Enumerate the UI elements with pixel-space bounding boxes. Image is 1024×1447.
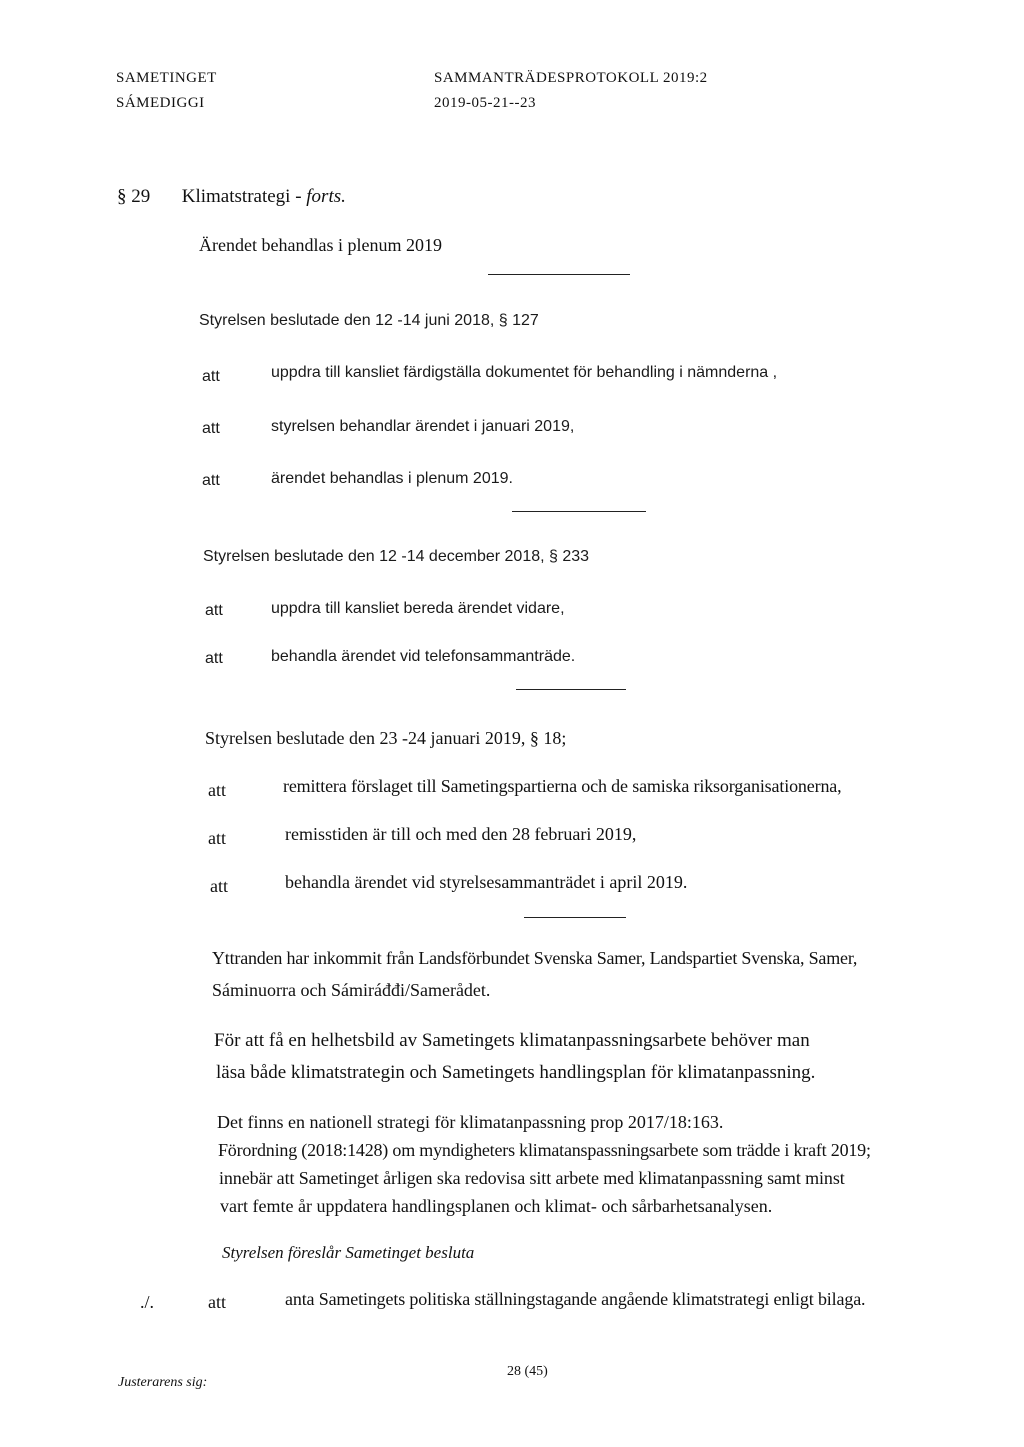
proposal-heading: Styrelsen föreslår Sametinget besluta: [222, 1243, 475, 1262]
attachment-marker: ./.: [140, 1292, 155, 1312]
signature-label: Justerarens sig:: [118, 1375, 208, 1390]
separator-line: [516, 689, 626, 690]
decision-1-att: att: [202, 420, 220, 437]
decision-3-item-text: remisstiden är till och med den 28 februari 2019,: [285, 824, 637, 844]
decision-3-item-text: remittera förslaget till Sametingspartierna och de samiska riksorganisationerna,: [283, 776, 842, 796]
national-paragraph-line: vart femte år uppdatera handlingsplanen och klimat- och sårbarhetsanalysen.: [220, 1196, 773, 1216]
decision-2-heading: Styrelsen beslutade den 12 -14 december 2018, § 233: [203, 548, 590, 565]
national-paragraph-line: Det finns en nationell strategi för klimatanpassning prop 2017/18:163.: [217, 1112, 724, 1132]
responses-paragraph-line: Sáminuorra och Sámiráđđi/Samerådet.: [212, 980, 491, 1000]
org-name-sami: SÁMEDIGGI: [116, 95, 205, 111]
proposal-text: anta Sametingets politiska ställningstagande angående klimatstrategi enligt bilaga.: [285, 1289, 866, 1309]
decision-2-item-text: behandla ärendet vid telefonsammanträde.: [271, 648, 576, 665]
protocol-date: 2019-05-21--23: [434, 95, 536, 111]
national-paragraph-line: Förordning (2018:1428) om myndigheters klimatanspassningsarbete som trädde i kraft 2019;: [218, 1140, 871, 1160]
intro-text: Ärendet behandlas i plenum 2019: [199, 235, 442, 255]
decision-2-item-text: uppdra till kansliet bereda ärendet vidare,: [271, 600, 565, 617]
section-heading: [117, 186, 346, 208]
decision-1-att: att: [202, 368, 220, 385]
section-number: § 29: [117, 186, 151, 207]
decision-1-item-text: ärendet behandlas i plenum 2019.: [271, 470, 513, 487]
decision-3-att: att: [208, 780, 226, 800]
overview-paragraph-line: läsa både klimatstrategin och Sametingets handlingsplan för klimatanpassning.: [216, 1062, 816, 1083]
section-suffix: forts.: [306, 186, 346, 207]
decision-1-att: att: [202, 472, 220, 489]
org-name-swedish: SAMETINGET: [116, 70, 217, 86]
decision-1-item-text: uppdra till kansliet färdigställa dokumentet för behandling i nämnderna ,: [271, 364, 778, 381]
decision-3-att: att: [210, 876, 228, 896]
decision-3-heading: Styrelsen beslutade den 23 -24 januari 2019, § 18;: [205, 728, 567, 748]
decision-2-att: att: [205, 650, 223, 667]
section-title: Klimatstrategi: [181, 186, 291, 207]
responses-paragraph-line: Yttranden har inkommit från Landsförbundet Svenska Samer, Landspartiet Svenska, Samer,: [212, 948, 858, 968]
protocol-title: SAMMANTRÄDESPROTOKOLL 2019:2: [434, 70, 708, 86]
separator-line: [512, 511, 646, 512]
page-number: 28 (45): [507, 1364, 548, 1379]
decision-3-att: att: [208, 828, 226, 848]
section-dash: -: [290, 186, 307, 207]
decision-1-item-text: styrelsen behandlar ärendet i januari 2019,: [271, 418, 575, 435]
separator-line: [524, 917, 626, 918]
proposal-att: att: [208, 1292, 226, 1312]
separator-line: [488, 274, 630, 275]
decision-1-heading: Styrelsen beslutade den 12 -14 juni 2018, § 127: [199, 312, 539, 329]
decision-3-item-text: behandla ärendet vid styrelsesammanträdet i april 2019.: [285, 872, 688, 892]
national-paragraph-line: innebär att Sametinget årligen ska redovisa sitt arbete med klimatanpassning samt minst: [219, 1168, 845, 1188]
overview-paragraph-line: För att få en helhetsbild av Sametingets klimatanpassningsarbete behöver man: [214, 1030, 810, 1051]
decision-2-att: att: [205, 602, 223, 619]
